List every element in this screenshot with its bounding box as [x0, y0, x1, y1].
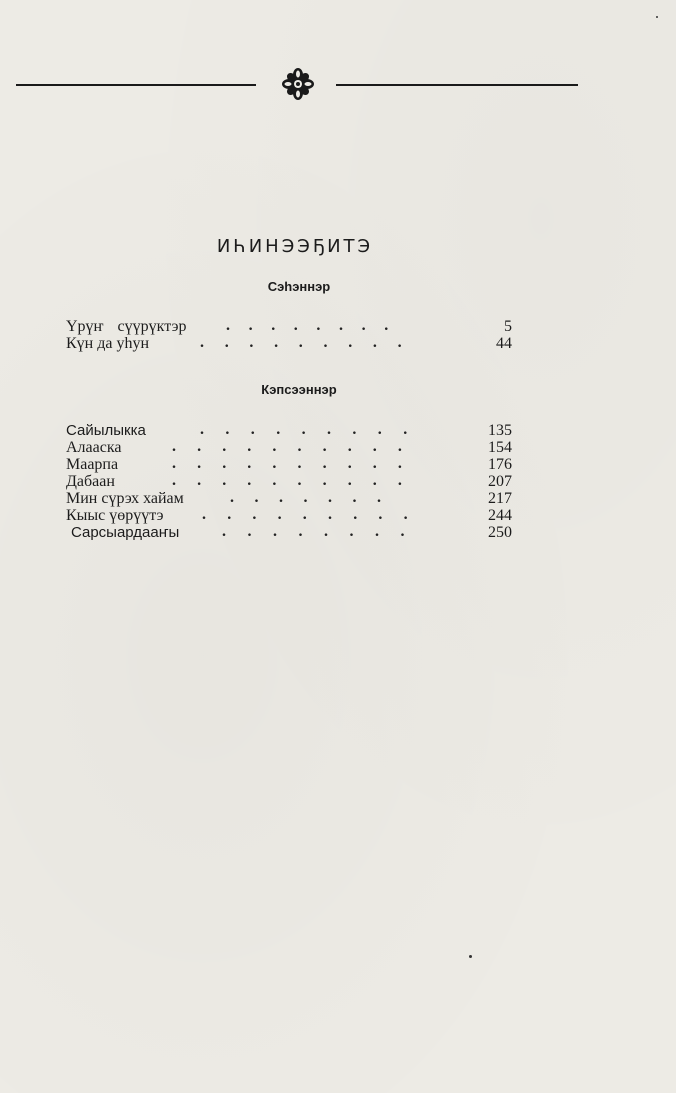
leader-dots: ......... [202, 506, 429, 523]
toc-entry[interactable] [66, 524, 512, 541]
toc-entry[interactable] [66, 318, 512, 335]
entry-title: Үрүҥ сүүрүктэр [66, 318, 187, 335]
toc-list-short-stories [66, 422, 512, 541]
toc-list-stories [66, 318, 512, 352]
section-heading-stories: Сэһэннэр [267, 279, 331, 294]
header-rule-left [16, 84, 256, 86]
entry-page-number: 250 [488, 524, 512, 541]
leader-dots: .......... [172, 438, 423, 455]
leader-dots: ........ [226, 317, 407, 334]
entry-title: Кыыс үөрүүтэ [66, 507, 164, 524]
entry-title: Сарсыардааҥы [71, 524, 180, 541]
page-title: ИҺИНЭЭҔИТЭ [216, 236, 374, 257]
toc-entry[interactable] [66, 439, 512, 456]
toc-entry[interactable] [66, 456, 512, 473]
leader-dots: ......... [200, 421, 429, 438]
entry-title: Дабаан [66, 473, 115, 490]
toc-entry[interactable] [66, 422, 512, 439]
entry-page-number: 176 [488, 456, 512, 473]
entry-page-number: 207 [488, 473, 512, 490]
leader-dots: ......... [200, 334, 423, 351]
leader-dots: .......... [172, 455, 423, 472]
header-rule-right [336, 84, 578, 86]
leader-dots: .......... [172, 472, 423, 489]
entry-title: Маарпа [66, 456, 119, 473]
entry-page-number: 135 [488, 422, 512, 439]
entry-page-number: 217 [488, 490, 512, 507]
paper-speck [469, 955, 472, 958]
entry-title: Алааска [66, 439, 122, 456]
entry-page-number: 244 [488, 507, 512, 524]
toc-entry[interactable] [66, 335, 512, 352]
toc-entry[interactable] [66, 473, 512, 490]
entry-page-number: 44 [496, 335, 512, 352]
paper-speck [656, 16, 658, 18]
entry-title: Мин сүрэх хайам [66, 490, 184, 507]
entry-page-number: 154 [488, 439, 512, 456]
entry-title: Сайылыкка [66, 422, 146, 439]
leader-dots: ........ [222, 523, 426, 540]
toc-entry[interactable] [66, 507, 512, 524]
entry-title: Күн да уһун [66, 335, 150, 352]
entry-page-number: 5 [504, 318, 512, 335]
toc-entry[interactable] [66, 490, 512, 507]
section-heading-short-stories: Кэпсээннэр [261, 382, 337, 397]
leader-dots: ....... [230, 489, 402, 506]
flower-ornament-icon [280, 66, 316, 102]
